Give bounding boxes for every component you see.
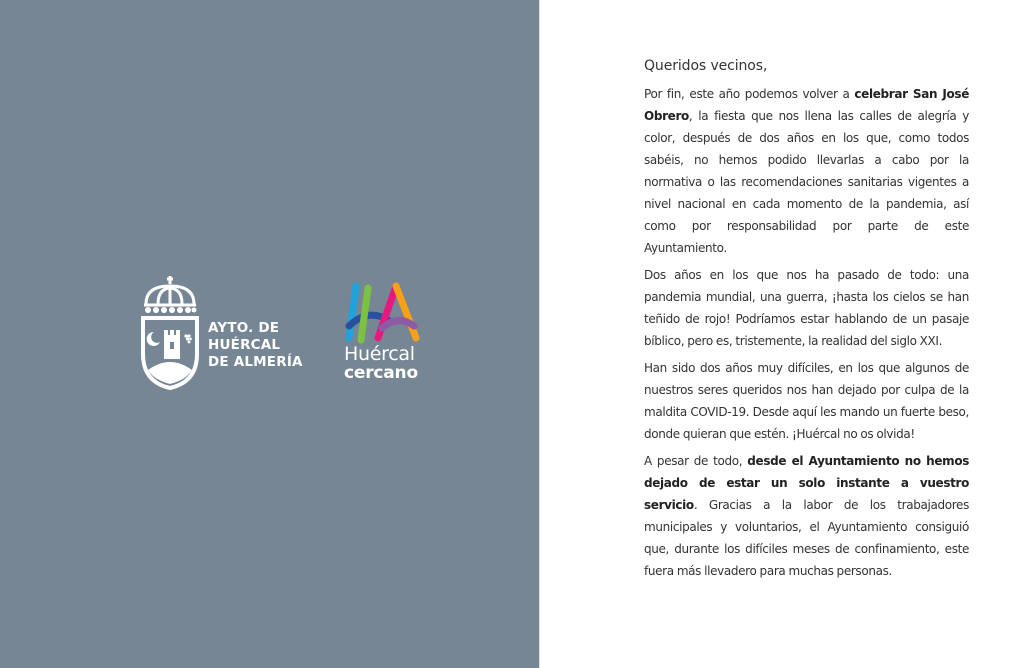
- paragraph-4-part-c: . Gracias a la labor de los trabajadores municipales y voluntarios, el Ayuntamiento consiguió que, durante los difíciles meses de confinamiento, este fuera más llevadero para muchas personas.: [644, 498, 969, 578]
- ayto-line-2: HUÉRCAL: [208, 337, 281, 353]
- cercano-line-2: cercano: [344, 363, 418, 383]
- right-page: [539, 0, 1024, 668]
- huercal-cercano-text: [344, 344, 418, 382]
- paragraph-4-part-a: A pesar de todo,: [644, 454, 748, 468]
- paragraph-1: [644, 83, 969, 259]
- paragraph-4-bold: desde el Ayuntamiento no hemos dejado de estar un solo instante a vuestro servicio: [644, 454, 970, 512]
- paragraph-1-bold: celebrar San José Obrero: [644, 87, 969, 123]
- ayto-line-3: DE ALMERÍA: [208, 354, 303, 370]
- paragraph-2: Dos años en los que nos ha pasado de todo: una pandemia mundial, una guerra, ¡hasta los cielos se han teñido de rojo! Podríamos estar hablando de un pasaje bíblico, pero es, tristemente, la realidad del siglo XXI.: [644, 268, 969, 348]
- crest-icon: [140, 274, 200, 390]
- huercal-cercano-logo: [340, 282, 426, 386]
- paragraph-1-part-a: Por fin, este año podemos volver a: [644, 87, 855, 101]
- paragraph-1-part-c: , la fiesta que nos llena las calles de alegría y color, después de dos años en los que, como todos sabéis, no hemos podido llevarlas a cabo por la normativa o las recomendaciones sanitarias vigentes a nivel nacional en cada momento de la pandemia, así como por responsabilidad por parte de este Ayuntamiento.: [644, 109, 969, 255]
- letter-body: [644, 56, 969, 587]
- ayto-line-1: AYTO. DE: [208, 320, 280, 336]
- letter-greeting: Queridos vecinos,: [644, 58, 768, 74]
- ayuntamiento-logo: [140, 274, 310, 392]
- paragraph-3: Han sido dos años muy difíciles, en los que algunos de nuestros seres queridos nos han dejado por culpa de la maldita COVID-19. Desde aquí les mando un fuerte beso, donde quieran que estén. ¡Huércal no os olvida!: [644, 361, 969, 441]
- cercano-line-1: Huércal: [344, 343, 415, 365]
- paragraph-4: [644, 450, 969, 582]
- ayuntamiento-name: [208, 320, 303, 371]
- ha-logo-icon: [344, 282, 422, 344]
